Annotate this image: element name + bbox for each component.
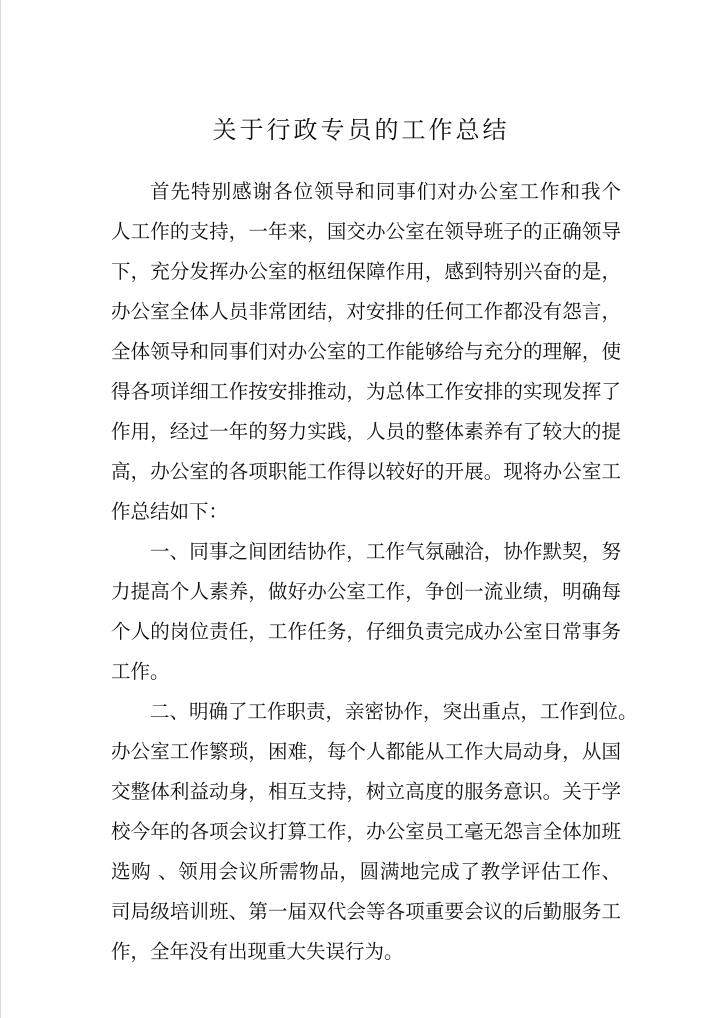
paragraph-3-line-3: 交整体利益动身，相互支持，树立高度的服务意识。关于学 <box>111 780 621 803</box>
paragraph-1-line-1: 首先特别感谢各位领导和同事们对办公室工作和我个 <box>150 180 621 203</box>
paragraph-3-line-6: 司局级培训班、第一届双代会等各项重要会议的后勤服务工 <box>111 900 621 923</box>
paragraph-3-line-2: 办公室工作繁琐，困难，每个人都能从工作大局动身，从国 <box>111 740 621 763</box>
paragraph-1-line-9: 作总结如下： <box>111 500 229 523</box>
paragraph-2-line-3: 个人的岗位责任，工作任务，仔细负责完成办公室日常事务 <box>111 620 621 643</box>
paragraph-3-line-1: 二、明确了工作职责，亲密协作，突出重点，工作到位。 <box>150 700 638 723</box>
paragraph-3-line-4: 校今年的各项会议打算工作，办公室员工毫无怨言全体加班 <box>111 820 621 843</box>
document-title: 关于行政专员的工作总结 <box>212 116 510 144</box>
paragraph-1-line-4: 办公室全体人员非常团结，对安排的任何工作都没有怨言， <box>111 300 621 323</box>
paragraph-1-line-3: 下，充分发挥办公室的枢纽保障作用，感到特别兴奋的是， <box>111 260 621 283</box>
paragraph-1-line-6: 得各项详细工作按安排推动，为总体工作安排的实现发挥了 <box>111 380 621 403</box>
paragraph-3-line-7: 作，全年没有出现重大失误行为。 <box>111 940 404 963</box>
paragraph-3-line-5: 选购 、领用会议所需物品，圆满地完成了教学评估工作、 <box>111 860 621 883</box>
paragraph-2-line-1: 一、同事之间团结协作，工作气氛融洽，协作默契，努 <box>150 540 621 563</box>
paragraph-1-line-2: 人工作的支持，一年来，国交办公室在领导班子的正确领导 <box>111 220 621 243</box>
paragraph-2-line-2: 力提高个人素养，做好办公室工作，争创一流业绩，明确每 <box>111 580 621 603</box>
paragraph-1-line-8: 高，办公室的各项职能工作得以较好的开展。现将办公室工 <box>111 460 621 483</box>
paragraph-2-line-4: 工作。 <box>111 660 170 683</box>
paragraph-1-line-7: 作用，经过一年的努力实践，人员的整体素养有了较大的提 <box>111 420 621 443</box>
paragraph-1-line-5: 全体领导和同事们对办公室的工作能够给与充分的理解，使 <box>111 340 621 363</box>
